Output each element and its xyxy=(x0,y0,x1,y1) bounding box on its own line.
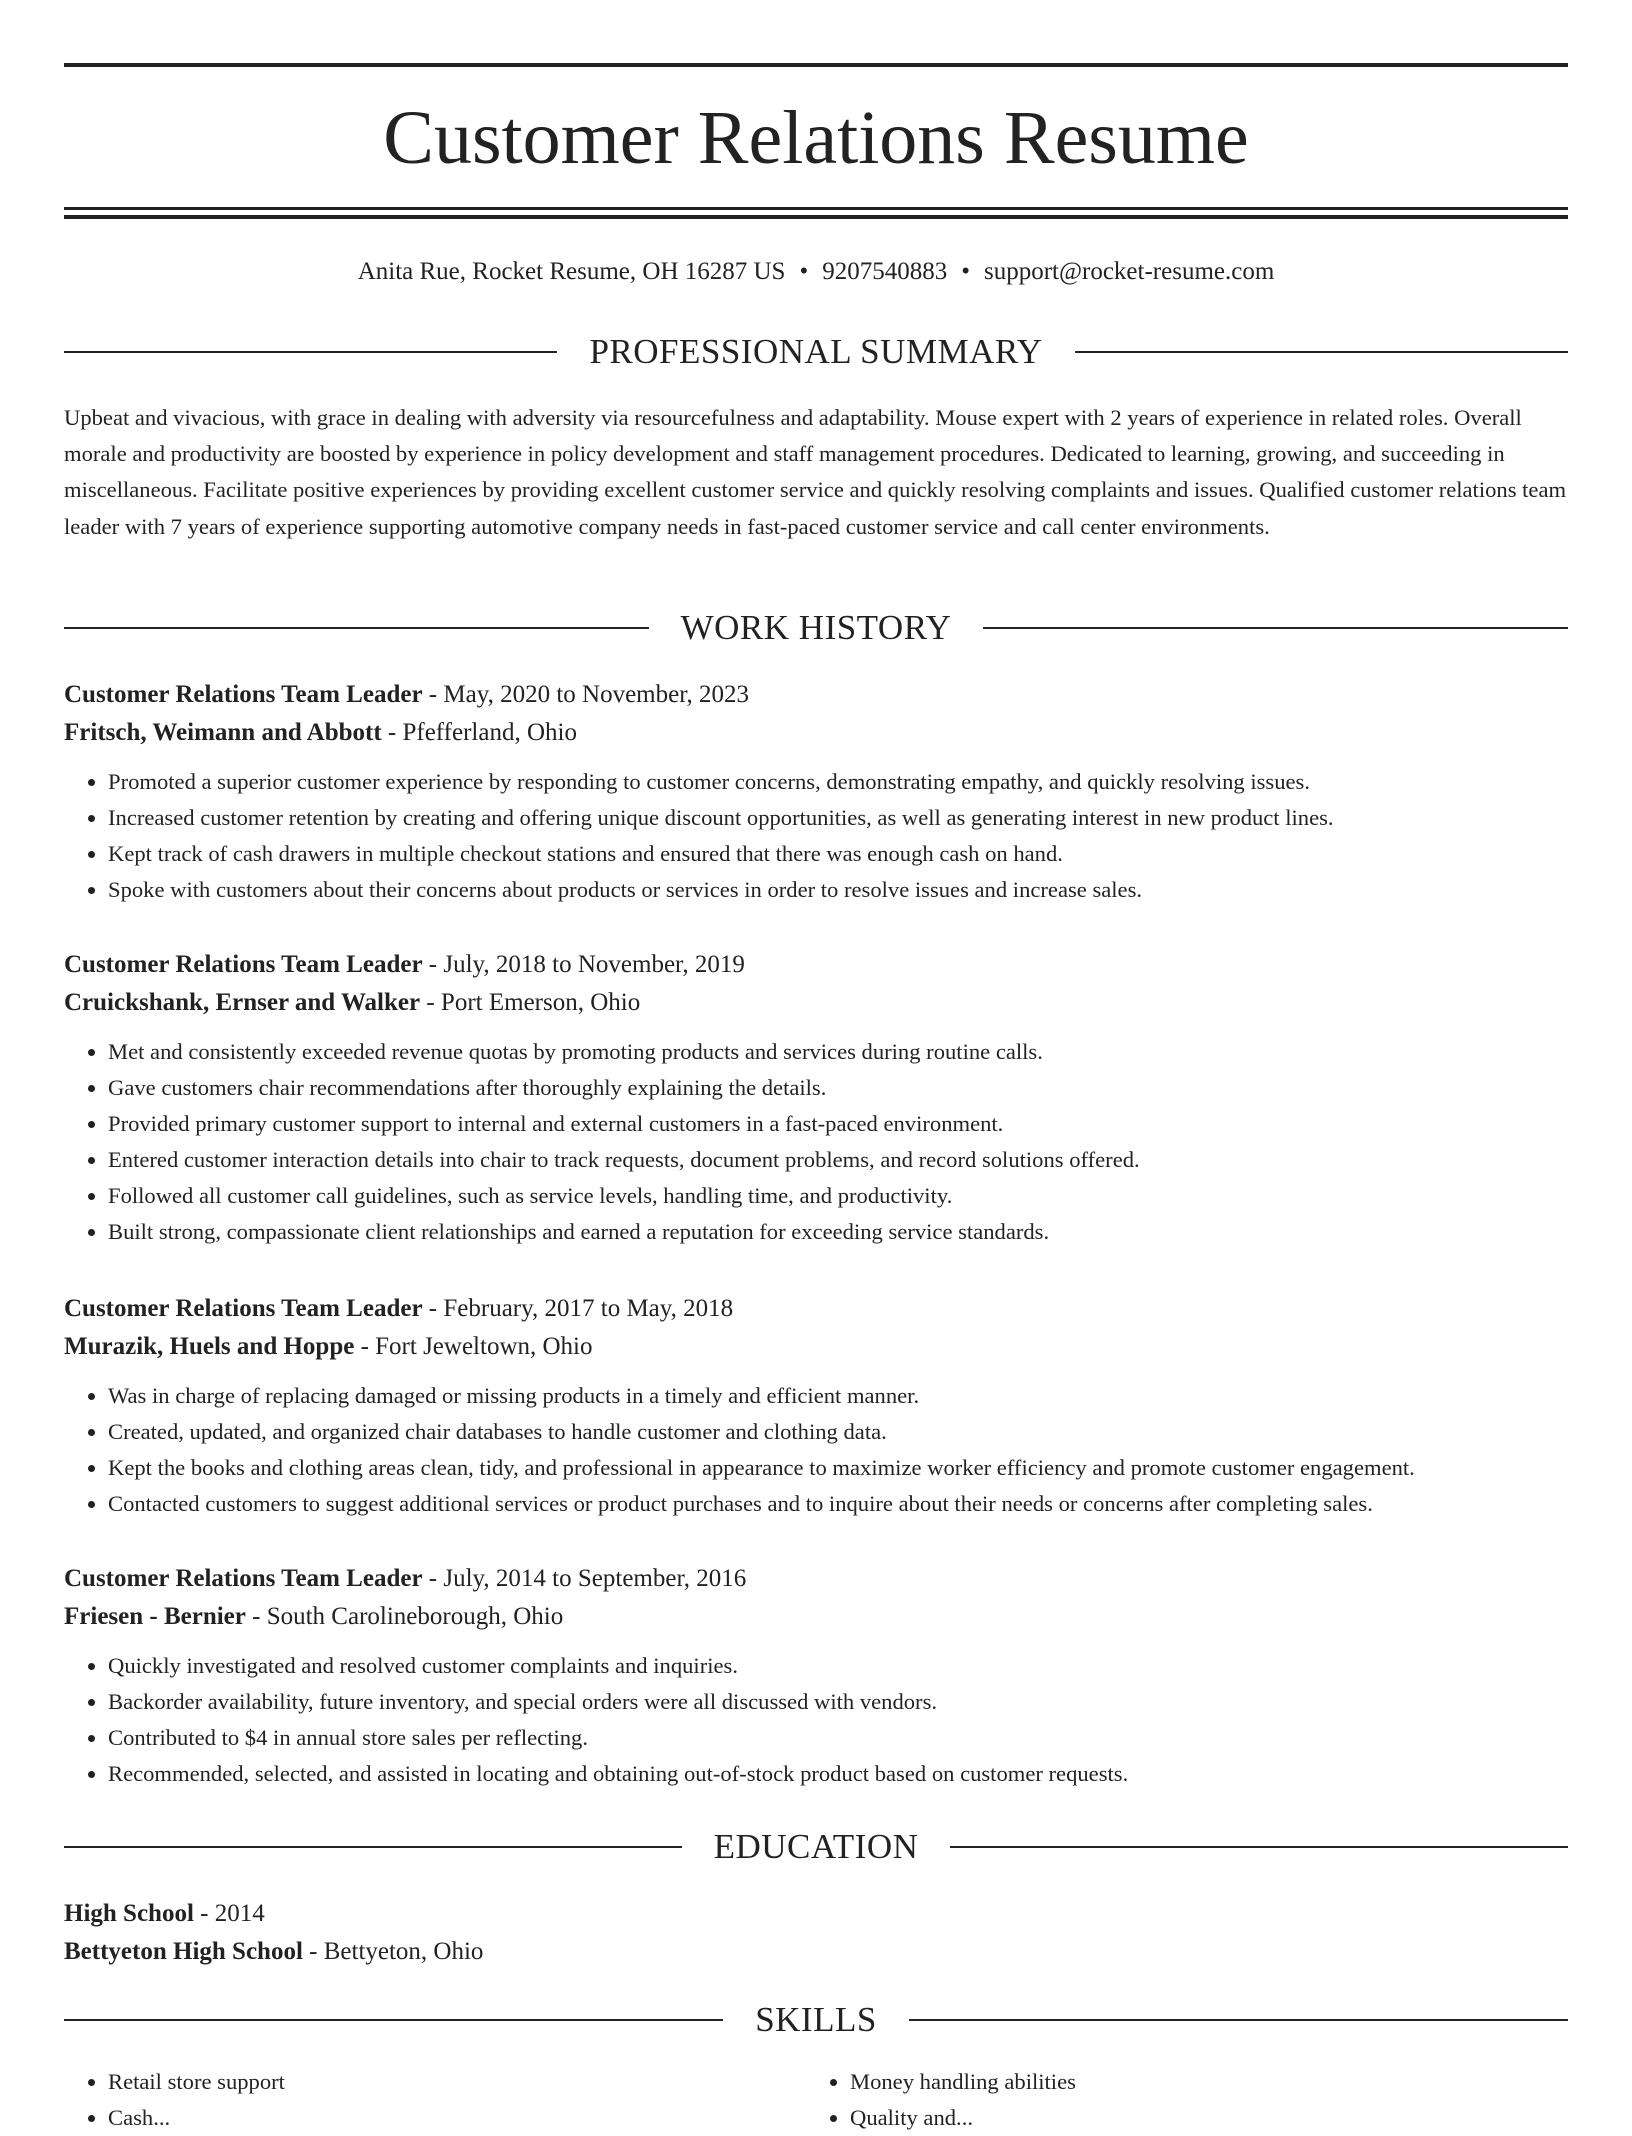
job-bullet: • Provided primary customer support to internal and external customers in a fast-paced environment. xyxy=(108,1106,1568,1142)
job-title-row xyxy=(64,946,1568,984)
education-degree-row xyxy=(64,1895,1568,1933)
job-company: Friesen - Bernier xyxy=(64,1603,246,1630)
job-title: Customer Relations Team Leader xyxy=(64,951,423,978)
job-bullet: • Met and consistently exceeded revenue quotas by promoting products and services during routine calls. xyxy=(108,1034,1568,1070)
job-bullet: • Gave customers chair recommendations after thoroughly explaining the details. xyxy=(108,1070,1568,1106)
contact-separator: • xyxy=(799,258,809,285)
section-title: PROFESSIONAL SUMMARY xyxy=(589,332,1043,371)
job-location: - Pfefferland, Ohio xyxy=(381,719,577,746)
divider-line xyxy=(983,627,1568,629)
job-entry xyxy=(64,676,1568,908)
job-bullet: • Quickly investigated and resolved customer complaints and inquiries. xyxy=(108,1648,1568,1684)
section-heading-skills xyxy=(64,1998,1568,2042)
job-dates: - May, 2020 to November, 2023 xyxy=(422,681,750,708)
job-bullet: • Contacted customers to suggest additional services or product purchases and to inquire about their needs or concerns after completing sales. xyxy=(108,1486,1568,1522)
education-year: - 2014 xyxy=(193,1900,265,1927)
contact-email: support@rocket-resume.com xyxy=(983,258,1275,285)
job-bullet: • Contributed to $4 in annual store sales per reflecting. xyxy=(108,1720,1568,1756)
contact-separator: • xyxy=(961,258,970,285)
skills-column-right xyxy=(806,2064,1548,2136)
title-rule-upper xyxy=(64,207,1568,210)
job-bullets xyxy=(64,1648,1568,1792)
job-dates: - February, 2017 to May, 2018 xyxy=(422,1295,734,1322)
job-entry xyxy=(64,1290,1568,1522)
education-school-row xyxy=(64,1933,1568,1971)
job-bullet: • Spoke with customers about their concerns about products or services in order to resolve issues and increase sales. xyxy=(108,872,1568,908)
education-entry xyxy=(64,1895,1568,1971)
divider-line xyxy=(64,1846,682,1848)
job-bullet: • Promoted a superior customer experience by responding to customer concerns, demonstrating empathy, and quickly resolving issues. xyxy=(108,764,1568,800)
job-bullet: • Recommended, selected, and assisted in locating and obtaining out-of-stock product based on customer requests. xyxy=(108,1756,1568,1792)
job-bullets xyxy=(64,1034,1568,1250)
skill-item: • Quality and... xyxy=(850,2100,1548,2136)
job-title-row xyxy=(64,1290,1568,1328)
job-company-row xyxy=(64,1598,1568,1636)
job-company-row xyxy=(64,1328,1568,1366)
section-title: WORK HISTORY xyxy=(680,608,952,647)
education-degree: High School xyxy=(64,1900,194,1927)
job-bullets xyxy=(64,764,1568,908)
job-bullet: • Created, updated, and organized chair databases to handle customer and clothing data. xyxy=(108,1414,1568,1450)
job-bullet: • Followed all customer call guidelines, such as service levels, handling time, and productivity. xyxy=(108,1178,1568,1214)
section-heading-summary xyxy=(64,330,1568,374)
divider-line xyxy=(64,351,557,353)
skills-list xyxy=(64,2064,1568,2136)
job-title: Customer Relations Team Leader xyxy=(64,1295,423,1322)
job-bullet: • Kept the books and clothing areas clean, tidy, and professional in appearance to maximize worker efficiency and promote customer engagement. xyxy=(108,1450,1568,1486)
divider-line xyxy=(1075,351,1568,353)
job-title-row xyxy=(64,676,1568,714)
job-bullets xyxy=(64,1378,1568,1522)
job-bullet: • Entered customer interaction details into chair to track requests, document problems, and record solutions offered. xyxy=(108,1142,1568,1178)
job-dates: - July, 2018 to November, 2019 xyxy=(422,951,745,978)
section-title: SKILLS xyxy=(755,2000,877,2039)
job-company-row xyxy=(64,984,1568,1022)
job-dates: - July, 2014 to September, 2016 xyxy=(422,1565,747,1592)
contact-line xyxy=(64,255,1568,289)
divider-line xyxy=(64,627,649,629)
skill-item: • Cash... xyxy=(108,2100,806,2136)
job-company-row xyxy=(64,714,1568,752)
job-title: Customer Relations Team Leader xyxy=(64,681,423,708)
skills-column-left xyxy=(64,2064,806,2136)
divider-line xyxy=(909,2019,1568,2021)
section-title: EDUCATION xyxy=(713,1827,919,1866)
section-heading-work xyxy=(64,606,1568,650)
job-location: - Port Emerson, Ohio xyxy=(420,989,641,1016)
resume-title: Customer Relations Resume xyxy=(383,96,1249,180)
summary-paragraph: Upbeat and vivacious, with grace in dealing with adversity via resourcefulness and adaptability. Mouse expert with 2 years of experience in related roles. Overall morale and productivity are boosted by experience in policy development and staff management procedures. Dedicated to learning, growing, and succeeding in miscellaneous. Facilitate positive experiences by providing excellent customer service and quickly resolving complaints and issues. Qualified customer relations team leader with 7 years of experience supporting automotive company needs in fast-paced customer service and call center environments. xyxy=(64,405,1567,539)
job-location: - Fort Jeweltown, Ohio xyxy=(354,1333,593,1360)
divider-line xyxy=(64,2019,723,2021)
top-rule xyxy=(64,63,1568,67)
job-bullet: • Was in charge of replacing damaged or missing products in a timely and efficient manner. xyxy=(108,1378,1568,1414)
job-bullet: • Kept track of cash drawers in multiple checkout stations and ensured that there was enough cash on hand. xyxy=(108,836,1568,872)
skill-item: • Retail store support xyxy=(108,2064,806,2100)
job-bullet: • Backorder availability, future inventory, and special orders were all discussed with vendors. xyxy=(108,1684,1568,1720)
divider-line xyxy=(950,1846,1568,1848)
education-school: Bettyeton High School xyxy=(64,1938,303,1965)
job-company: Murazik, Huels and Hoppe xyxy=(64,1333,355,1360)
job-bullet: • Increased customer retention by creating and offering unique discount opportunities, as well as generating interest in new product lines. xyxy=(108,800,1568,836)
job-company: Cruickshank, Ernser and Walker xyxy=(64,989,421,1016)
contact-address: Anita Rue, Rocket Resume, OH 16287 US xyxy=(357,258,786,285)
job-company: Fritsch, Weimann and Abbott xyxy=(64,719,382,746)
job-entry xyxy=(64,1560,1568,1792)
section-heading-education xyxy=(64,1825,1568,1869)
job-title: Customer Relations Team Leader xyxy=(64,1565,423,1592)
job-location: - South Carolineborough, Ohio xyxy=(245,1603,564,1630)
skill-item: • Money handling abilities xyxy=(850,2064,1548,2100)
title-rule-lower xyxy=(64,215,1568,219)
job-bullet: • Built strong, compassionate client relationships and earned a reputation for exceeding service standards. xyxy=(108,1214,1568,1250)
job-entry xyxy=(64,946,1568,1250)
job-title-row xyxy=(64,1560,1568,1598)
contact-phone: 9207540883 xyxy=(822,258,948,285)
education-location: - Bettyeton, Ohio xyxy=(302,1938,484,1965)
